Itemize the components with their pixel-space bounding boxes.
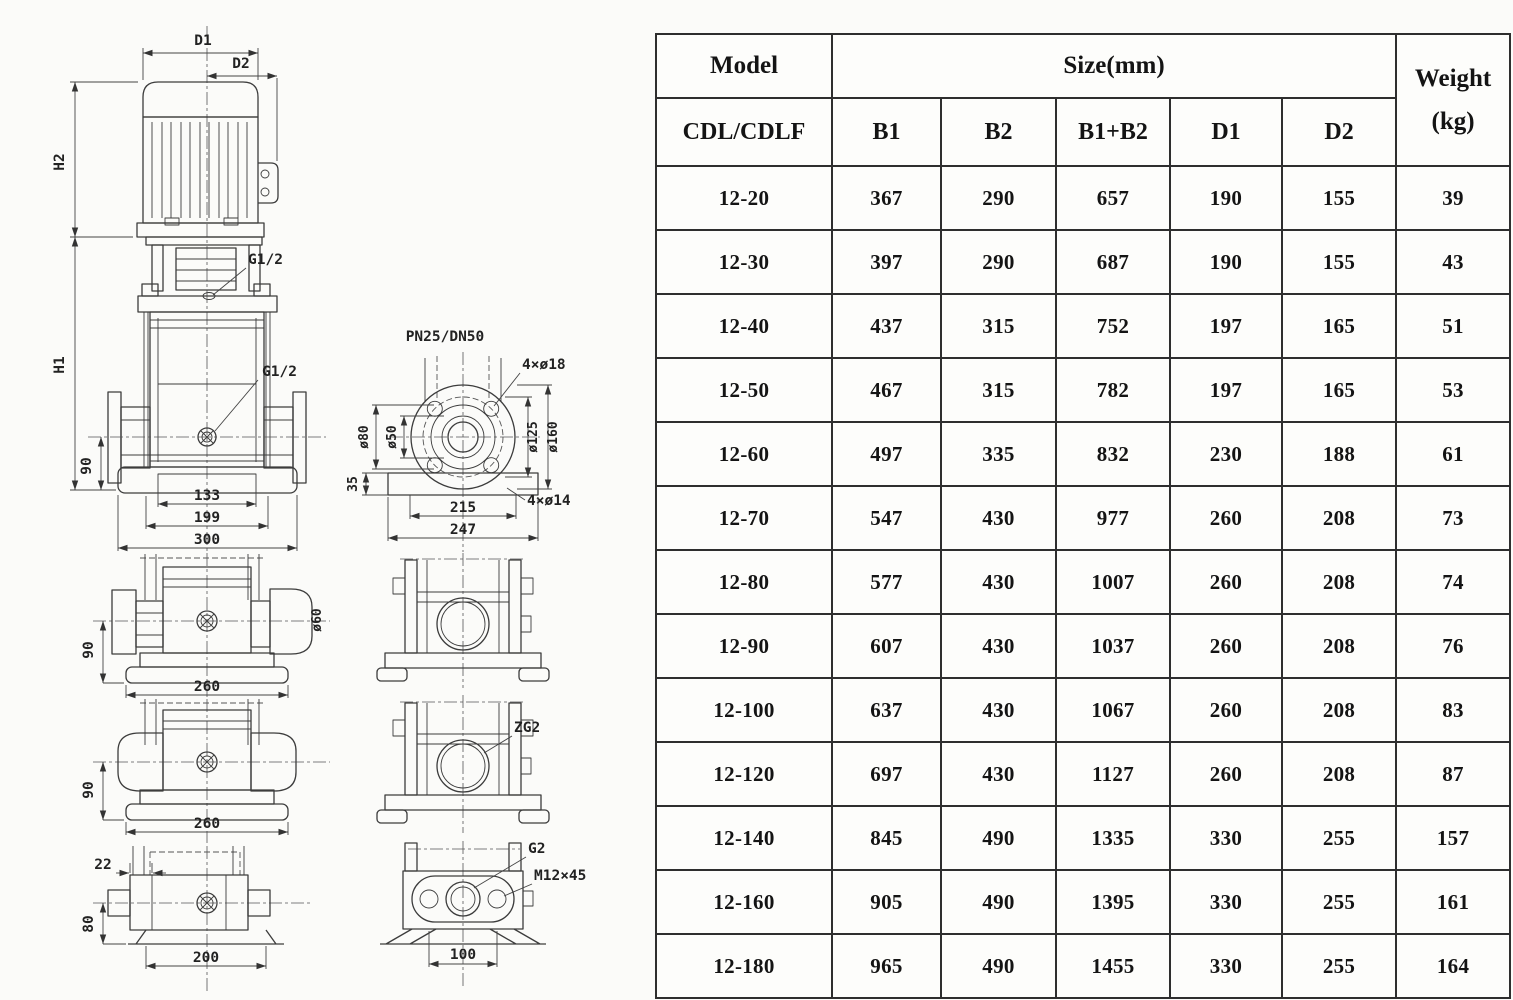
dim-label-22: 22	[94, 857, 112, 873]
table-row	[656, 550, 1510, 614]
dim-label-133: 133	[193, 488, 221, 504]
table-row	[656, 166, 1510, 230]
cell-model: 12-140	[656, 806, 832, 870]
cell-weight: 73	[1396, 486, 1510, 550]
dim-label-dia125: ø125	[526, 421, 541, 453]
cell-b1b2: 832	[1056, 422, 1170, 486]
motor-fan-cover	[143, 82, 258, 117]
bolt-holes-top-label: 4×ø18	[522, 357, 566, 373]
port-view-b	[377, 695, 549, 833]
cell-b2: 430	[941, 614, 1056, 678]
cell-model: 12-70	[656, 486, 832, 550]
cell-weight: 61	[1396, 422, 1510, 486]
cell-b1: 367	[832, 166, 941, 230]
flange-rating-label: PN25/DN50	[405, 329, 485, 345]
cell-b1: 497	[832, 422, 941, 486]
flange-top-view	[346, 329, 571, 552]
cell-b1: 397	[832, 230, 941, 294]
pump-front-view	[52, 26, 326, 552]
cell-d2: 188	[1282, 422, 1396, 486]
dim-label-dia50: ø50	[385, 425, 400, 449]
cell-b1: 845	[832, 806, 941, 870]
cell-d2: 165	[1282, 294, 1396, 358]
dim-label-260-b: 260	[193, 816, 221, 832]
cell-weight: 76	[1396, 614, 1510, 678]
cell-b1: 905	[832, 870, 941, 934]
cell-model: 12-60	[656, 422, 832, 486]
cell-d2: 155	[1282, 230, 1396, 294]
cell-b2: 430	[941, 678, 1056, 742]
header-d1: D1	[1170, 98, 1282, 166]
cell-d2: 208	[1282, 614, 1396, 678]
cell-d1: 330	[1170, 934, 1282, 998]
cell-model: 12-40	[656, 294, 832, 358]
cell-d2: 165	[1282, 358, 1396, 422]
bolt-spec-label: M12×45	[534, 868, 587, 884]
cell-d2: 155	[1282, 166, 1396, 230]
cell-d1: 330	[1170, 870, 1282, 934]
round-boss	[270, 589, 312, 654]
table-row	[656, 294, 1510, 358]
cell-model: 12-90	[656, 614, 832, 678]
cell-b1: 547	[832, 486, 941, 550]
table-row	[656, 806, 1510, 870]
cell-b1: 437	[832, 294, 941, 358]
cell-model: 12-100	[656, 678, 832, 742]
dim-label-d2: D2	[232, 56, 250, 72]
cell-b2: 430	[941, 550, 1056, 614]
bolt-hole	[488, 890, 506, 908]
cell-b1b2: 1395	[1056, 870, 1170, 934]
table-row	[656, 422, 1510, 486]
cell-b1: 577	[832, 550, 941, 614]
cell-d1: 260	[1170, 742, 1282, 806]
side-view-a	[81, 553, 330, 698]
cell-weight: 51	[1396, 294, 1510, 358]
dim-label-80: 80	[81, 915, 97, 933]
cell-d2: 208	[1282, 550, 1396, 614]
dim-label-dia160: ø160	[546, 421, 561, 453]
cell-model: 12-50	[656, 358, 832, 422]
dim-label-90-b: 90	[81, 781, 97, 799]
cell-d2: 255	[1282, 934, 1396, 998]
bolt-hole	[420, 890, 438, 908]
cell-b1: 467	[832, 358, 941, 422]
cell-b2: 430	[941, 486, 1056, 550]
cell-b2: 290	[941, 166, 1056, 230]
table-row	[656, 934, 1510, 998]
cell-weight: 161	[1396, 870, 1510, 934]
table-row	[656, 358, 1510, 422]
cell-d1: 260	[1170, 486, 1282, 550]
dim-label-h1: H1	[52, 356, 68, 374]
cell-b1b2: 782	[1056, 358, 1170, 422]
cell-model: 12-160	[656, 870, 832, 934]
cell-model: 12-80	[656, 550, 832, 614]
header-weight	[1396, 34, 1510, 166]
drain-port-label: G1/2	[262, 364, 297, 380]
header-b1: B1	[832, 98, 941, 166]
cell-b1: 697	[832, 742, 941, 806]
dim-label-d1: D1	[194, 33, 212, 49]
cell-b1b2: 1127	[1056, 742, 1170, 806]
cell-weight: 83	[1396, 678, 1510, 742]
cell-d2: 208	[1282, 678, 1396, 742]
dim-label-247: 247	[449, 522, 477, 538]
dimension-table	[655, 33, 1511, 999]
cell-d2: 208	[1282, 486, 1396, 550]
cell-b1b2: 687	[1056, 230, 1170, 294]
dim-label-200: 200	[192, 950, 220, 966]
cell-weight: 39	[1396, 166, 1510, 230]
cell-weight: 157	[1396, 806, 1510, 870]
side-view-c	[81, 846, 310, 992]
cell-b1b2: 1007	[1056, 550, 1170, 614]
vent-port-label: G1/2	[248, 252, 283, 268]
dim-label-215: 215	[449, 500, 477, 516]
dim-label-h2: H2	[52, 153, 68, 171]
cell-b1b2: 752	[1056, 294, 1170, 358]
cell-d2: 255	[1282, 806, 1396, 870]
header-b2: B2	[941, 98, 1056, 166]
cell-b2: 490	[941, 806, 1056, 870]
dim-label-260-a: 260	[193, 679, 221, 695]
header-model: Model	[656, 34, 832, 98]
header-model-sub: CDL/CDLF	[656, 98, 832, 166]
motor-body	[143, 117, 258, 223]
header-d2: D2	[1282, 98, 1396, 166]
dim-label-100: 100	[449, 947, 477, 963]
cell-b1: 965	[832, 934, 941, 998]
motor-terminal-box	[258, 163, 278, 203]
port-thread-label-g2: G2	[528, 841, 546, 857]
dim-label-90-front: 90	[79, 457, 95, 475]
table-row	[656, 870, 1510, 934]
port-thread-label-zg2: ZG2	[514, 720, 541, 736]
cell-b2: 430	[941, 742, 1056, 806]
cell-model: 12-180	[656, 934, 832, 998]
table-row	[656, 230, 1510, 294]
cell-b2: 290	[941, 230, 1056, 294]
cell-b2: 335	[941, 422, 1056, 486]
cell-d1: 260	[1170, 678, 1282, 742]
table-row	[656, 742, 1510, 806]
cell-b2: 315	[941, 358, 1056, 422]
cell-b1: 637	[832, 678, 941, 742]
cell-b1b2: 1037	[1056, 614, 1170, 678]
dim-label-dia60: ø60	[310, 608, 325, 632]
dim-label-199: 199	[193, 510, 221, 526]
cell-b1b2: 657	[1056, 166, 1170, 230]
header-b1b2: B1+B2	[1056, 98, 1170, 166]
cell-b2: 490	[941, 870, 1056, 934]
size-table-body	[656, 166, 1510, 998]
cell-model: 12-30	[656, 230, 832, 294]
cell-d1: 190	[1170, 230, 1282, 294]
cell-b1: 607	[832, 614, 941, 678]
dim-label-90-a: 90	[81, 641, 97, 659]
cell-model: 12-120	[656, 742, 832, 806]
cell-b1b2: 1335	[1056, 806, 1170, 870]
cell-d1: 230	[1170, 422, 1282, 486]
cell-b1b2: 977	[1056, 486, 1170, 550]
cell-d1: 197	[1170, 358, 1282, 422]
cell-b1b2: 1455	[1056, 934, 1170, 998]
cell-b1b2: 1067	[1056, 678, 1170, 742]
table-row	[656, 614, 1510, 678]
technical-drawings	[0, 0, 655, 1000]
dim-label-300: 300	[193, 532, 221, 548]
cell-d1: 260	[1170, 550, 1282, 614]
table-row	[656, 486, 1510, 550]
bolt-holes-bottom-label: 4×ø14	[527, 493, 571, 509]
cell-weight: 87	[1396, 742, 1510, 806]
cell-d1: 330	[1170, 806, 1282, 870]
side-view-b	[81, 699, 330, 843]
port-view-c	[380, 841, 586, 988]
cell-weight: 43	[1396, 230, 1510, 294]
cell-weight: 164	[1396, 934, 1510, 998]
port-view-a	[377, 553, 549, 688]
dim-label-dia80: ø80	[357, 425, 372, 449]
header-weight-label: Weight	[1414, 64, 1492, 92]
dimension-table-wrap	[655, 33, 1509, 999]
cell-d1: 197	[1170, 294, 1282, 358]
cell-b2: 490	[941, 934, 1056, 998]
header-weight-unit: (kg)	[1431, 108, 1475, 135]
cell-weight: 74	[1396, 550, 1510, 614]
dim-label-35: 35	[346, 476, 361, 492]
cell-b2: 315	[941, 294, 1056, 358]
table-row	[656, 678, 1510, 742]
cell-d2: 208	[1282, 742, 1396, 806]
cell-d2: 255	[1282, 870, 1396, 934]
header-size: Size(mm)	[832, 34, 1396, 98]
cell-d1: 190	[1170, 166, 1282, 230]
cell-weight: 53	[1396, 358, 1510, 422]
cell-d1: 260	[1170, 614, 1282, 678]
cell-model: 12-20	[656, 166, 832, 230]
